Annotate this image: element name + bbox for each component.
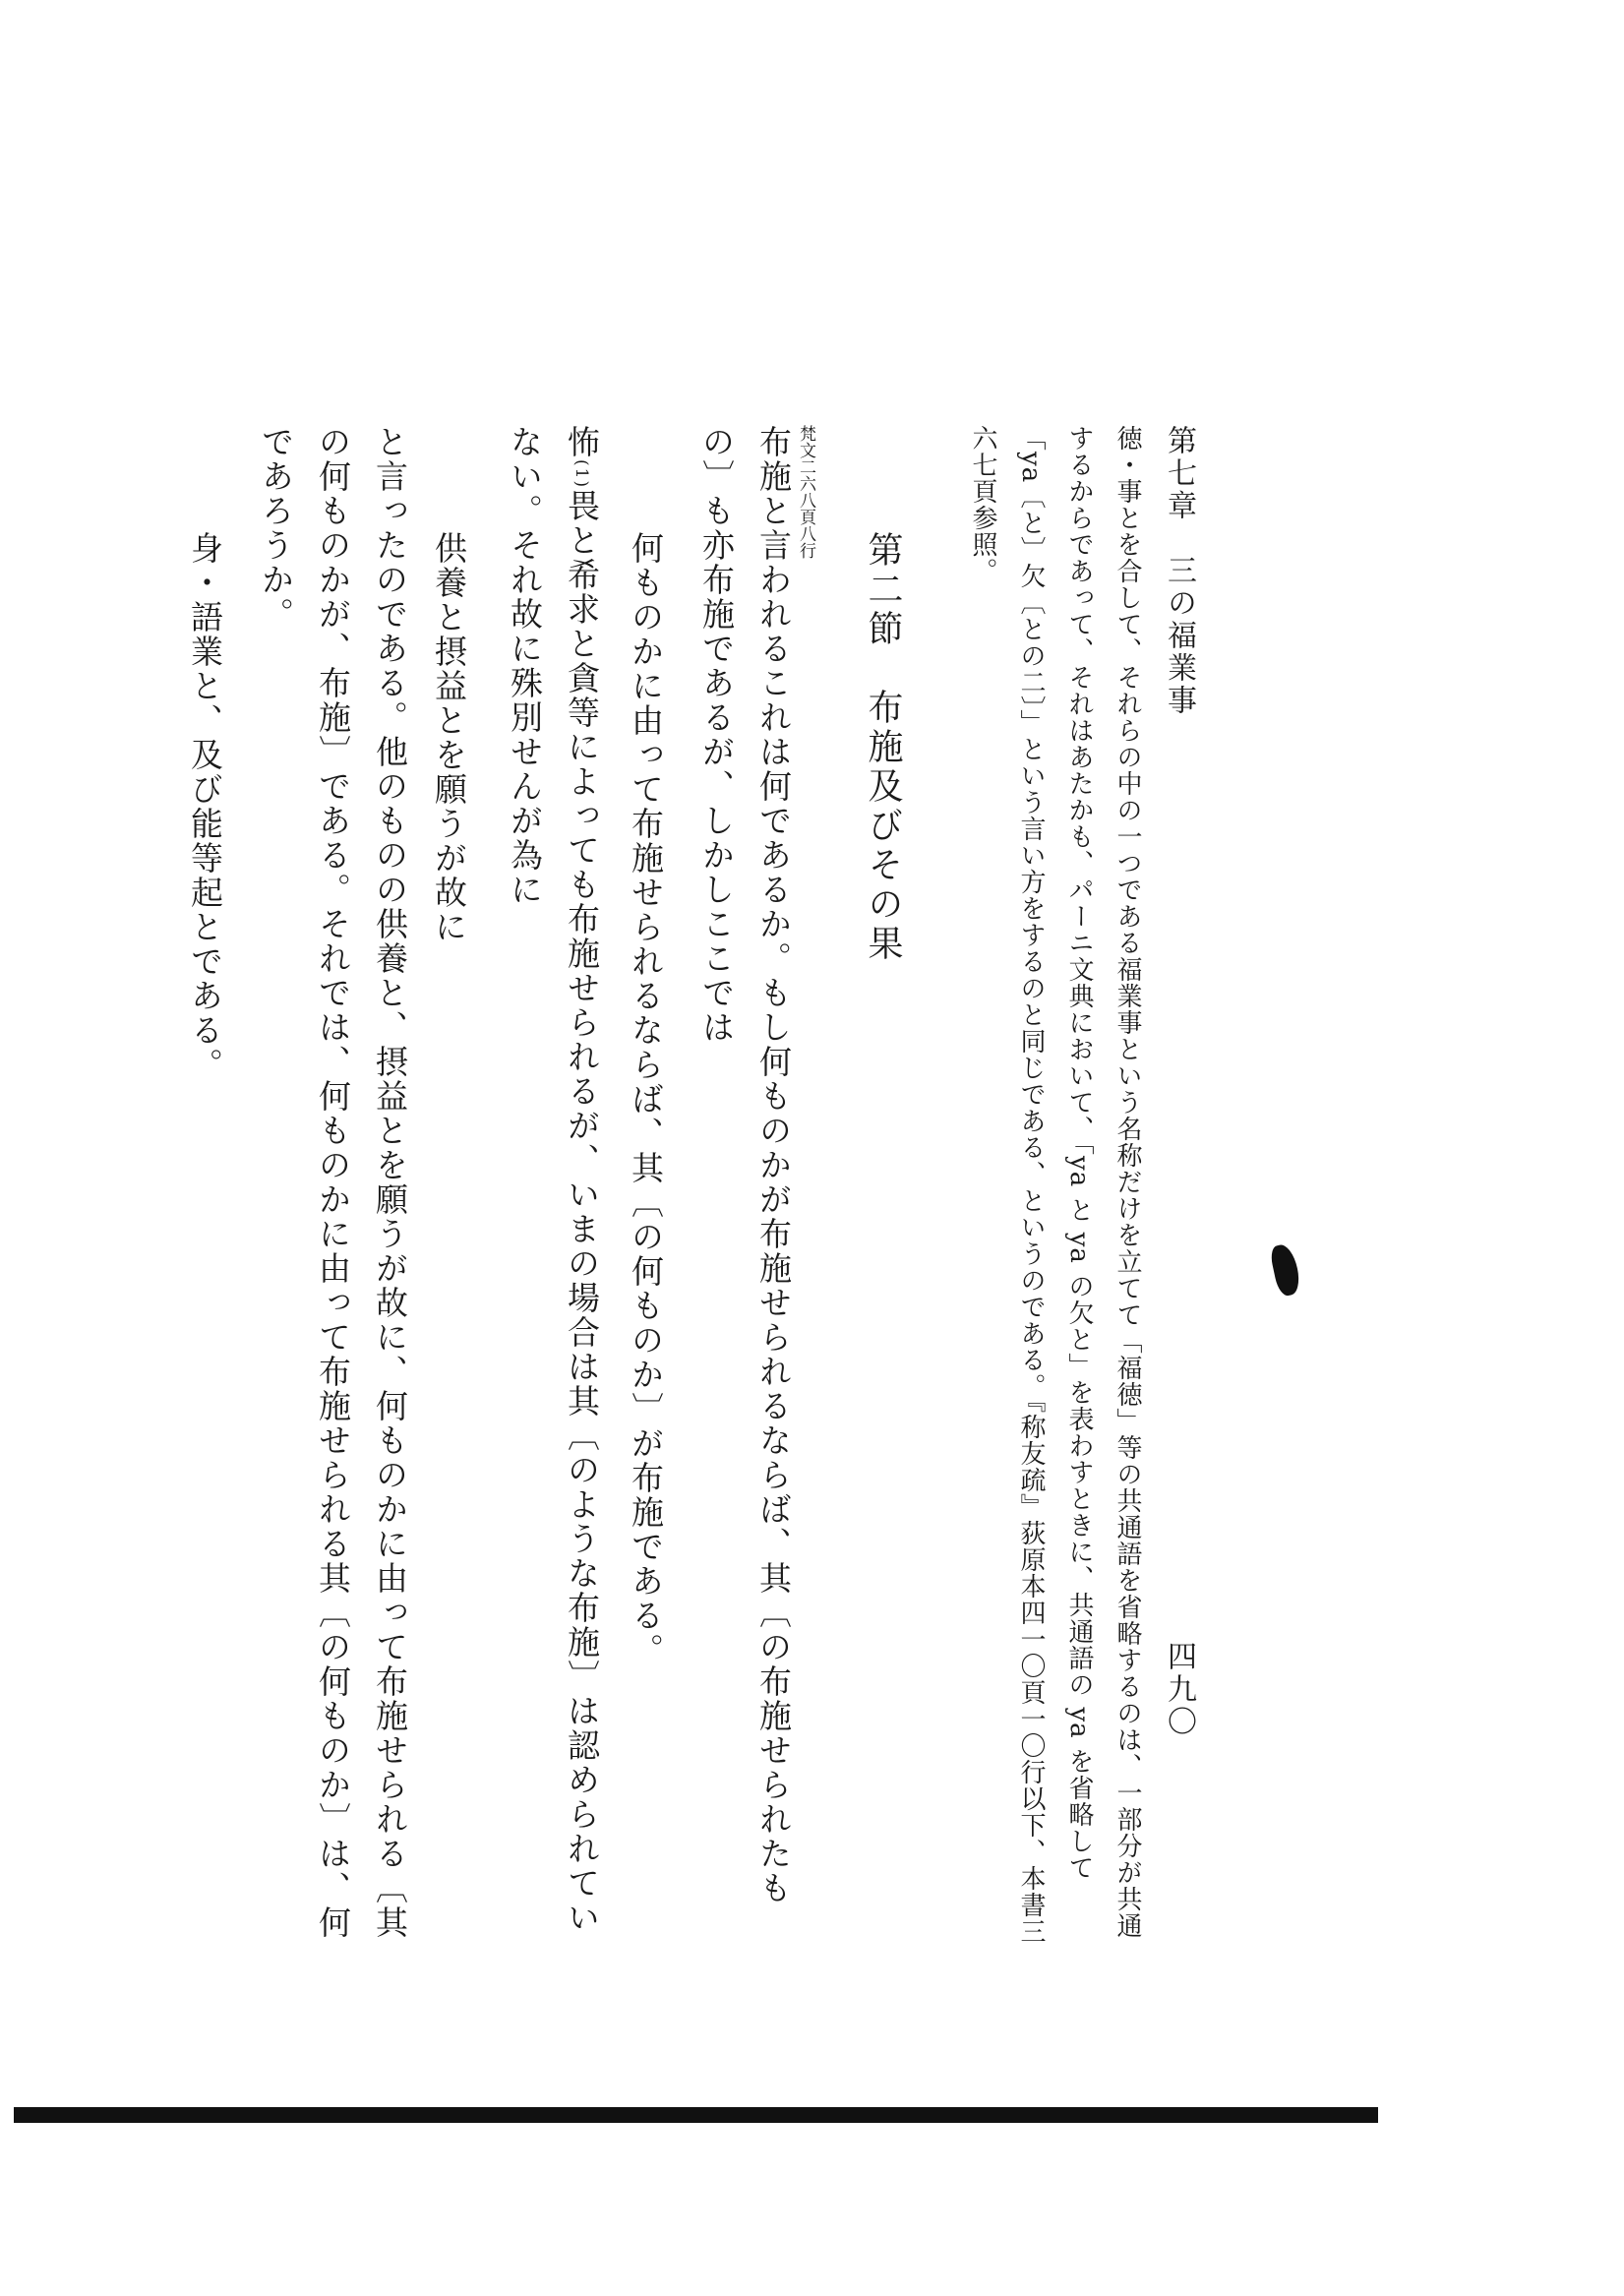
paragraph-line: ない。それ故に殊別せんが為に <box>506 425 544 907</box>
paragraph-line: 「ya〔と〕欠〔との二〕」という言い方をするのと同じである、というのである。『称友疏』荻原本四一〇頁一〇行以下、本書三 <box>1016 425 1046 1946</box>
verse-line: 供養と摂益とを願うが故に <box>430 531 468 944</box>
paragraph-line: 布施と言われるこれは何であるか。もし何ものかが布施せられるならば、其〔の布施せられたも <box>754 425 793 1905</box>
paragraph-line: 徳・事とを合して、それらの中の一つである福業事という名称だけを立てて「福徳」等の共通語を省略するのは、一部分が共通 <box>1113 425 1142 1939</box>
paragraph-line: の何ものかが、布施〕である。それでは、何ものかに由って布施せられる其〔の何ものか〕は、何 <box>314 425 352 1940</box>
paragraph-line: の〕も亦布施であるが、しかしここでは <box>697 425 736 1045</box>
paragraph-line: と言ったのである。他のものの供養と、摂益とを願うが故に、何ものかに由って布施せられる〔其 <box>371 425 409 1940</box>
paragraph-line-rest: 畏と希求と貪等によっても布施せられるが、いまの場合は其〔のような布施〕は認められてい <box>563 489 601 1936</box>
verse-line: 身・語業と、及び能等起とである。 <box>186 531 224 1082</box>
footnote-marker: (1) <box>571 459 591 490</box>
paragraph-line: であろうか。 <box>257 425 295 632</box>
ink-blot <box>1269 1242 1302 1298</box>
paragraph-line: するからであって、それはあたかも、パーニ文典において、「ya と ya の欠と」を表わすときに、共通語の ya を省略して <box>1064 425 1094 1881</box>
paragraph-line-start: 怖 <box>563 425 601 459</box>
paragraph-line: 六七頁参照。 <box>968 425 997 584</box>
margin-note: 梵文二六八頁八行 <box>796 425 815 559</box>
verse-line: 何ものかに由って布施せられるならば、其〔の何ものか〕が布施である。 <box>627 531 665 1667</box>
chapter-header: 第七章 三の福業事 <box>1162 425 1196 717</box>
section-title: 第二節 布施及びその果 <box>863 531 903 964</box>
scan-edge-rule <box>14 2107 1378 2123</box>
page-number: 四九〇 <box>1162 1641 1196 1738</box>
paragraph-line <box>563 425 601 1936</box>
